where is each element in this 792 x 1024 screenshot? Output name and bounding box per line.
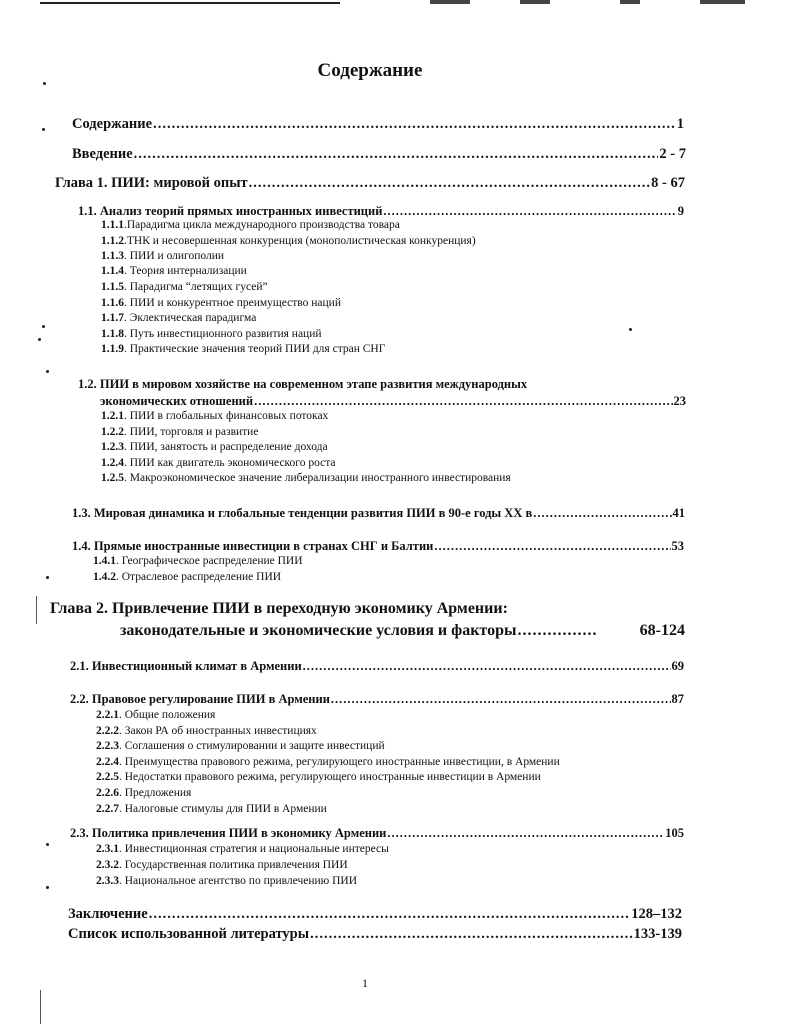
toc-subitem[interactable]: 1.2.4. ПИИ как двигатель экономического роста (101, 457, 336, 469)
toc-entry-chapter-2[interactable] (120, 622, 685, 640)
dot-leader (149, 906, 631, 923)
scan-speck (43, 82, 46, 85)
toc-entry-section-2-1[interactable] (70, 659, 684, 674)
toc-label: Заключение (68, 906, 148, 922)
toc-subitem[interactable]: 2.2.1. Общие положения (96, 709, 216, 721)
toc-label: 2.1. Инвестиционный климат в Армении (70, 659, 302, 673)
dot-leader (517, 622, 597, 640)
dot-leader (383, 204, 676, 219)
toc-entry-references[interactable] (68, 926, 682, 943)
scan-speck (46, 843, 49, 846)
scan-top-marks (420, 0, 780, 8)
toc-label: 2.3. Политика привлечения ПИИ в экономику Армении (70, 826, 387, 840)
toc-subitem[interactable]: 1.1.9. Практические значения теорий ПИИ для стран СНГ (101, 343, 386, 355)
toc-subitem[interactable]: 2.2.6. Предложения (96, 787, 192, 799)
toc-entry-section-2-2[interactable] (70, 692, 684, 707)
toc-subitem[interactable]: 1.1.3. ПИИ и олигополии (101, 250, 225, 262)
toc-page: 1 (676, 116, 684, 132)
toc-subitem[interactable]: 1.1.2.ТНК и несовершенная конкуренция (монополистическая конкуренция) (101, 235, 476, 247)
toc-subitem[interactable]: 1.1.6. ПИИ и конкурентное преимущество наций (101, 297, 341, 309)
scan-left-line (40, 990, 41, 1024)
toc-subitem[interactable]: 1.2.5. Макроэкономическое значение либерализации иностранного инвестирования (101, 472, 511, 484)
page-title: Содержание (317, 60, 423, 81)
toc-subitem[interactable]: 2.2.3. Соглашения о стимулировании и защите инвестиций (96, 740, 385, 752)
toc-page: 68-124 (639, 622, 685, 639)
scan-speck (629, 328, 632, 331)
toc-subitem[interactable]: 1.2.2. ПИИ, торговля и развитие (101, 426, 259, 438)
toc-subitem[interactable]: 2.2.2. Закон РА об иностранных инвестициях (96, 725, 317, 737)
toc-subitem[interactable]: 1.1.1.Парадигма цикла международного производства товара (101, 219, 400, 231)
toc-label: экономических отношений (100, 394, 254, 408)
dot-leader (310, 926, 633, 943)
toc-label: Введение (72, 146, 133, 162)
toc-subitem[interactable]: 1.4.2. Отраслевое распределение ПИИ (93, 571, 282, 583)
toc-section-1-2-line1[interactable]: 1.2. ПИИ в мировом хозяйстве на современном этапе развития международных (78, 377, 528, 391)
toc-subitem[interactable]: 1.1.7. Эклектическая парадигма (101, 312, 257, 324)
toc-label: 2.2. Правовое регулирование ПИИ в Армении (70, 692, 330, 706)
dot-leader (134, 146, 659, 163)
toc-page: 8 - 67 (651, 175, 685, 191)
toc-label: Глава 1. ПИИ: мировой опыт (55, 175, 248, 191)
toc-entry-section-2-3[interactable] (70, 826, 684, 841)
toc-entry-section-1-4[interactable] (72, 539, 684, 554)
toc-entry-section-1-2[interactable] (100, 394, 686, 409)
toc-page: 128–132 (631, 906, 682, 922)
toc-label: 1.3. Мировая динамика и глобальные тенденции развития ПИИ в 90-е годы XX в (72, 506, 533, 520)
scan-speck (42, 325, 45, 328)
toc-subitem[interactable]: 2.2.4. Преимущества правового режима, регулирующего иностранные инвестиции, в Армении (96, 756, 560, 768)
scan-speck (46, 370, 49, 373)
dot-leader (303, 659, 671, 674)
toc-entry-section-1-3[interactable] (72, 506, 685, 521)
scan-left-line (36, 596, 37, 624)
toc-page: 23 (673, 394, 686, 408)
dot-leader (533, 506, 671, 521)
scan-speck (46, 576, 49, 579)
toc-label: 1.4. Прямые иностранные инвестиции в странах СНГ и Балтии (72, 539, 434, 553)
toc-entry-chapter-1[interactable] (55, 175, 685, 192)
toc-page: 87 (671, 692, 684, 706)
toc-label: Список использованной литературы (68, 926, 310, 942)
toc-label: Содержание (72, 116, 153, 132)
toc-subitem[interactable]: 1.2.3. ПИИ, занятость и распределение дохода (101, 441, 328, 453)
toc-page: 53 (671, 539, 684, 553)
toc-entry-section-1-1[interactable] (78, 204, 684, 219)
scan-speck (38, 338, 41, 341)
dot-leader (434, 539, 670, 554)
dot-leader (254, 394, 672, 409)
toc-subitem[interactable]: 2.3.1. Инвестиционная стратегия и национальные интересы (96, 843, 389, 855)
dot-leader (153, 116, 676, 133)
page-number: 1 (362, 976, 368, 990)
toc-subitem[interactable]: 2.2.7. Налоговые стимулы для ПИИ в Армении (96, 803, 327, 815)
toc-subitem[interactable]: 2.3.2. Государственная политика привлечения ПИИ (96, 859, 348, 871)
dot-leader (387, 826, 664, 841)
toc-subitem[interactable]: 2.2.5. Недостатки правового режима, регулирующего иностранные инвестиции в Армении (96, 771, 541, 783)
toc-entry-conclusion[interactable] (68, 906, 682, 923)
toc-page: 41 (672, 506, 685, 520)
scan-top-rule (40, 2, 340, 4)
toc-chapter-2-line1[interactable]: Глава 2. Привлечение ПИИ в переходную экономику Армении: (50, 600, 508, 617)
toc-page: 105 (665, 826, 684, 840)
toc-subitem[interactable]: 1.1.5. Парадигма “летящих гусей” (101, 281, 268, 293)
toc-page: 133-139 (633, 926, 682, 942)
toc-subitem[interactable]: 1.2.1. ПИИ в глобальных финансовых потоках (101, 410, 329, 422)
toc-subitem[interactable]: 1.1.4. Теория интернализации (101, 265, 247, 277)
scan-speck (46, 886, 49, 889)
toc-entry-intro[interactable] (72, 146, 686, 163)
toc-subitem[interactable]: 1.4.1. Географическое распределение ПИИ (93, 555, 303, 567)
toc-subitem[interactable]: 1.1.8. Путь инвестиционного развития наций (101, 328, 322, 340)
dot-leader (249, 175, 650, 192)
toc-label: законодательные и экономические условия и факторы (120, 622, 517, 639)
toc-page: 2 - 7 (659, 146, 686, 162)
toc-entry-contents[interactable] (72, 116, 684, 133)
toc-page: 9 (677, 204, 684, 218)
toc-page: 69 (671, 659, 684, 673)
scan-speck (42, 128, 45, 131)
toc-subitem[interactable]: 2.3.3. Национальное агентство по привлечению ПИИ (96, 875, 358, 887)
toc-label: 1.1. Анализ теорий прямых иностранных инвестиций (78, 204, 383, 218)
dot-leader (331, 692, 671, 707)
